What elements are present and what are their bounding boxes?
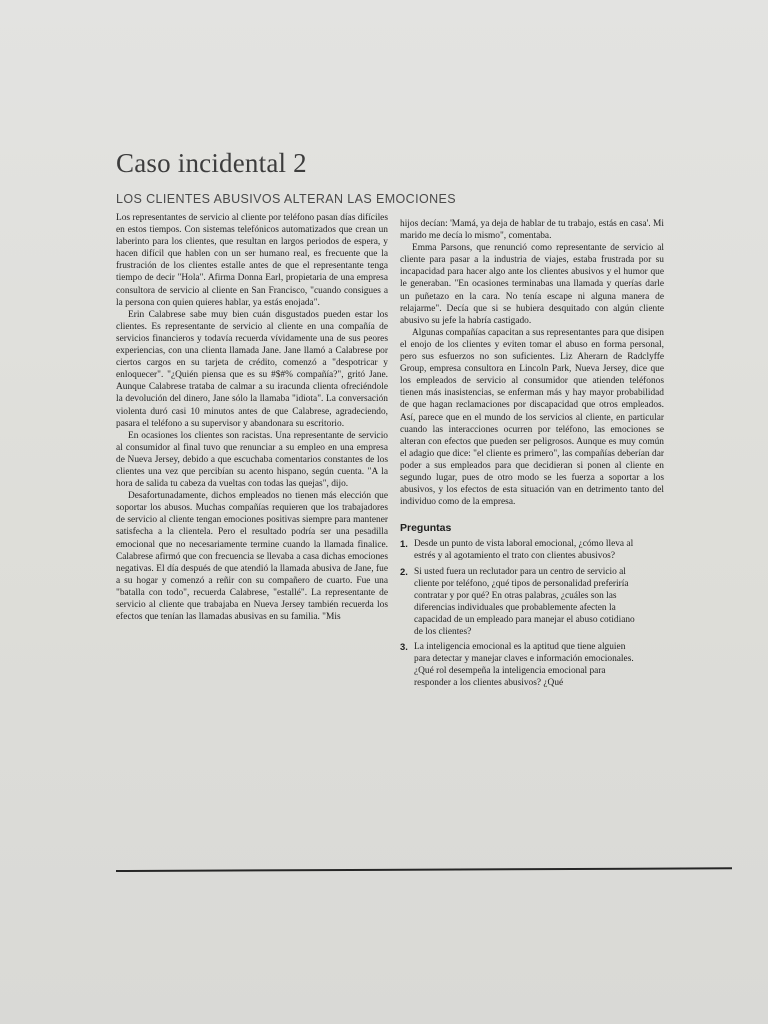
paragraph: hijos decían: 'Mamá, ya deja de hablar de tu trabajo, estás en casa'. Mi marido me decía lo mismo", comentaba. xyxy=(400,219,664,242)
case-title: Caso incidental 2 xyxy=(116,148,307,178)
question-number: 2. xyxy=(400,565,408,577)
paragraph: Desafortunadamente, dichos empleados no tienen más elección que soportar los abusos. Muchas compañías requieren que los trabajadores de servicio al cliente tengan emociones positivas siempre para mantener satisfecha a la clientela. Pero el resultado podría ser una pesadilla emocional que no necesariamente termine cuando la llamada finalice. Calabrese afirmó que con frecuencia se llevaba a casa dichas emociones negativas. El día después de que atendió la llamada abusiva de Jane, fue a su hogar y comenzó a reñir con su compañero de cuarto. Fue una "batalla con todo", recuerda Calabrese, "estallé". La representante de servicio al cliente que trabajaba en Nueva Jersey también recuerda los efectos que tenían las llamadas abusivas en su familia. "Mis xyxy=(116,491,388,623)
question-text: La inteligencia emocional es la aptitud que tiene alguien para detectar y manejar claves e información emocionales. ¿Qué rol desempeña la inteligencia emocional para responder a los clientes abusivos? ¿Qué xyxy=(414,642,634,689)
question-number: 3. xyxy=(400,641,408,653)
paragraph: Algunas compañías capacitan a sus representantes para que disipen el enojo de los clientes y eviten tomar el abuso en forma personal, pero sus esfuerzos no son suficientes. Liz Aherarn de Radclyffe Group, empresa consultora en Lincoln Park, Nueva Jersey, dice que los empleados de servicio al consumidor que atienden teléfonos tienen más inasistencias, se enferman más y hay mayor probabilidad de que hagan reclamaciones por discapacidad que otros empleados. Así, parece que en el mundo de los servicios al cliente, en particular cuando las interacciones ocurren por teléfono, las emociones se alteran con efectos que pueden ser peligrosos. Aunque es muy común el adagio que dice: "el cliente es primero", las compañías deberían dar poder a sus empleados para que decidieran si ponen al cliente en segundo lugar, pues de otro modo se les fuerza a soportar a los abusivos, y los efectos de esta situación van en detrimento tanto del individuo como de la empresa. xyxy=(400,327,664,508)
question-text: Si usted fuera un reclutador para un centro de servicio al cliente por teléfono, ¿qué tipos de personalidad preferiría contratar y por qué? En otras palabras, ¿cuáles son las diferencias individuales que probablemente afecten la capacidad de un empleado para manejar el abuso cotidiano de los clientes? xyxy=(414,566,635,637)
left-column xyxy=(116,212,388,623)
paragraph: Erin Calabrese sabe muy bien cuán disgustados pueden estar los clientes. Es representante de servicio al cliente en una compañía de servicios financieros y todavía recuerda vívidamente una de sus peores experiencias, con una clienta llamada Jane. Jane llamó a Calabrese por ciertos cargos en su tarjeta de crédito, comenzó a "despotricar y enloquecer". "¿Quién piensa que es su #$#% compañía?", gritó Jane. Aunque Calabrese trataba de calmar a su iracunda clienta ofreciéndole la devolución del dinero, Jane sólo la llamaba "idiota". La conversación violenta duró casi 10 minutos antes de que Calabrese, agradeciendo, pasara el teléfono a su supervisor y abandonara su escritorio. xyxy=(116,309,388,429)
paragraph: En ocasiones los clientes son racistas. Una representante de servicio al consumidor al final tuvo que renunciar a su empleo en una empresa de Nueva Jersey, debido a que escuchaba comentarios constantes de los clientes una vez que percibían su acento hispano, según cuenta. "A la hora de salida tu cabeza da vueltas con todas las quejas", dijo. xyxy=(116,430,388,490)
bottom-rule xyxy=(116,867,732,872)
question-item xyxy=(400,538,664,562)
question-number: 1. xyxy=(400,538,408,550)
paragraph: Los representantes de servicio al cliente por teléfono pasan días difíciles en estos tiempos. Con sistemas telefónicos automatizados que crean un laberinto para los clientes, que resultan en largos periodos de espera, y hacen difícil que hablen con un ser humano real, es frecuente que la frustración de los clientes estalle antes de que el representante tenga tiempo de decir "Hola". Afirma Donna Earl, propietaria de una empresa consultora de servicio al cliente en San Francisco, "cuando consigues a la persona con quien quieres hablar, ya estás enojada". xyxy=(116,213,388,308)
right-column xyxy=(400,218,664,692)
questions-list xyxy=(400,538,664,689)
question-item xyxy=(400,641,664,689)
question-text: Desde un punto de vista laboral emocional, ¿cómo lleva al estrés y al agotamiento el trato con clientes abusivos? xyxy=(414,539,634,562)
case-subtitle: LOS CLIENTES ABUSIVOS ALTERAN LAS EMOCIONES xyxy=(116,192,456,206)
questions-heading: Preguntas xyxy=(400,522,452,535)
paragraph: Emma Parsons, que renunció como representante de servicio al cliente para pasar a la industria de viajes, estaba frustrada por su incapacidad para hacer algo ante los clientes abusivos y el humor que le generaban. "En ocasiones terminabas una llamada y querías darle un puñetazo en la cara. No tenía escape ni alguna manera de relajarme". Decía que si se hubiera desquitado con algún cliente abusivo su jefe la habría castigado. xyxy=(400,243,664,326)
question-item xyxy=(400,566,664,639)
